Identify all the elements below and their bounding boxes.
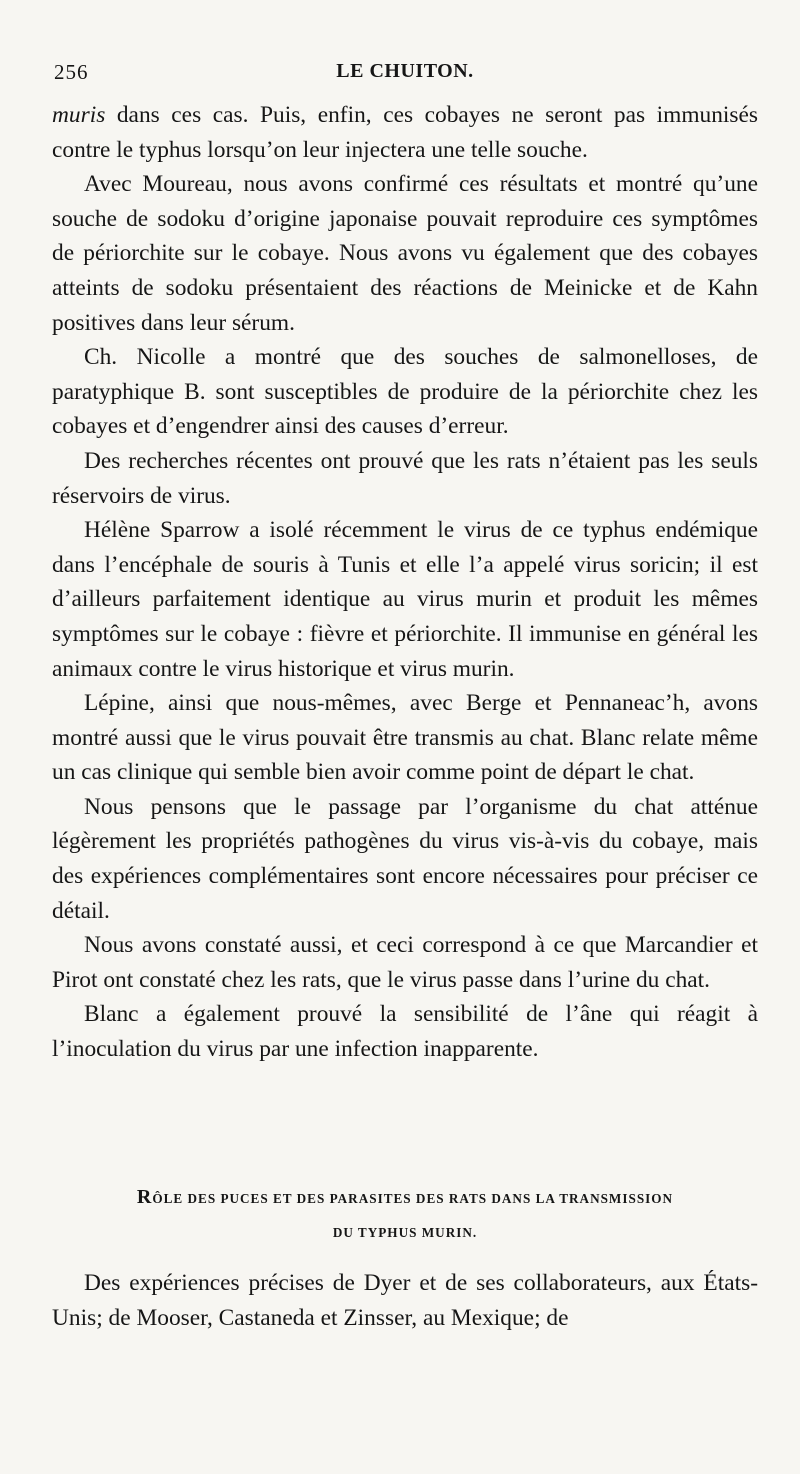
section-heading — [52, 1180, 758, 1250]
body-text — [52, 98, 758, 1067]
paragraph-5: Hélène Sparrow a isolé récemment le virus de ce typhus endémique dans l’encéphale de souris à Tunis et elle l’a appelé virus soricin; il est d’ailleurs parfaitement identique au virus murin et produit les mêmes symptômes sur le cobaye : fièvre et périorchite. Il immunise en général les animaux contre le virus historique et virus murin. — [52, 517, 758, 682]
paragraph-6: Lépine, ainsi que nous-mêmes, avec Berge et Pennaneac’h, avons montré aussi que le virus pouvait être transmis au chat. Blanc relate même un cas clinique qui semble bien avoir comme point de départ le chat. — [52, 690, 758, 786]
paragraph-7: Nous pensons que le passage par l’organisme du chat atténue légèrement les propriétés pathogènes du virus vis-à-vis du cobaye, mais des expériences complémentaires sont encore nécessaires pour préciser ce détail. — [52, 793, 758, 924]
section-heading-initial: R — [136, 1186, 153, 1208]
running-head — [54, 60, 756, 88]
closing-text — [52, 1266, 758, 1336]
section-heading-line-1-text: ÔLE DES PUCES ET DES PARASITES DES RATS DANS LA TRANSMISSION — [152, 1191, 674, 1206]
italic-word: muris — [52, 102, 106, 128]
paragraph-2: Avec Moureau, nous avons confirmé ces résultats et montré qu’une souche de sodoku d’origine japonaise pouvait reproduire ces symptômes de périorchite sur le cobaye. Nous avons vu également que des cobayes atteints de sodoku présentaient des réactions de Meinicke et de Kahn positives dans leur sérum. — [52, 171, 758, 336]
running-title: LE CHUITON. — [336, 60, 474, 82]
paragraph-1 — [52, 98, 758, 167]
paragraph-10: Des expériences précises de Dyer et de ses collaborateurs, aux États-Unis; de Mooser, Castaneda et Zinsser, au Mexique; de — [52, 1270, 758, 1331]
section-heading-line-1 — [52, 1180, 758, 1216]
paragraph-1-text: dans ces cas. Puis, enfin, ces cobayes ne seront pas immunisés contre le typhus lorsqu’on leur injectera une telle souche. — [52, 102, 758, 163]
paragraph-3: Ch. Nicolle a montré que des souches de salmonelloses, de paratyphique B. sont susceptibles de produire de la périorchite chez les cobayes et d’engendrer ainsi des causes d’erreur. — [52, 344, 758, 440]
section-heading-line-2: DU TYPHUS MURIN. — [332, 1225, 478, 1240]
paragraph-9: Blanc a également prouvé la sensibilité de l’âne qui réagit à l’inoculation du virus par une infection inapparente. — [52, 1001, 758, 1063]
paragraph-8: Nous avons constaté aussi, et ceci correspond à ce que Marcandier et Pirot ont constaté chez les rats, que le virus passe dans l’urine du chat. — [52, 932, 758, 993]
paragraph-4: Des recherches récentes ont prouvé que les rats n’étaient pas les seuls réservoirs de virus. — [52, 447, 758, 509]
page-number: 256 — [54, 60, 89, 84]
